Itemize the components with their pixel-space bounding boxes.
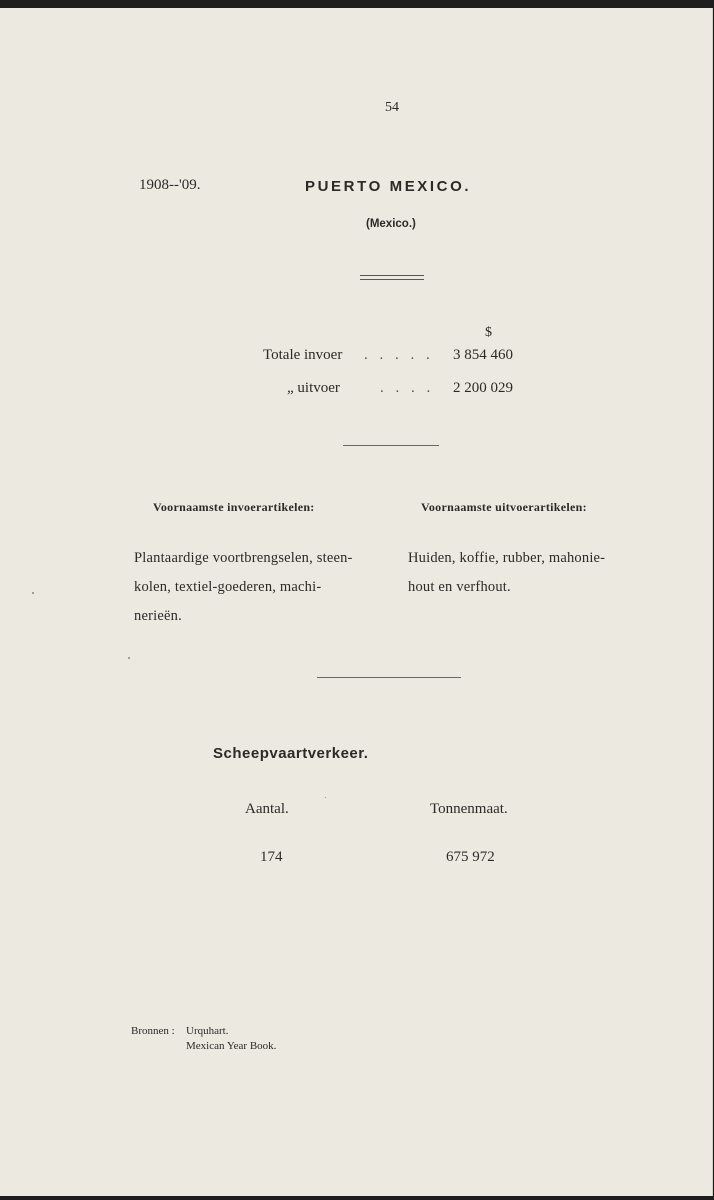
sources-label: Bronnen : [131, 1025, 175, 1037]
export-label: „ uitvoer [287, 380, 340, 396]
source-item: Mexican Year Book. [186, 1040, 277, 1052]
source-item: Urquhart. [186, 1025, 229, 1037]
shipping-tonnage-label: Tonnenmaat. [430, 801, 508, 817]
import-value: 3 854 460 [453, 347, 513, 363]
paper-speck [32, 592, 34, 594]
page-title: PUERTO MEXICO. [305, 178, 472, 195]
imports-heading: Voornaamste invoerartikelen: [153, 500, 315, 514]
shipping-count-value: 174 [260, 849, 283, 865]
shipping-tonnage-value: 675 972 [446, 849, 495, 865]
import-label: Totale invoer [263, 347, 343, 363]
shipping-title: Scheepvaartverkeer. [213, 745, 369, 762]
imports-line: nerieën. [134, 608, 182, 624]
imports-list [134, 544, 353, 631]
sources-list [186, 1024, 276, 1054]
exports-list [408, 544, 605, 602]
section-divider [317, 677, 461, 678]
exports-line: hout en verfhout. [408, 579, 511, 595]
exports-heading: Voornaamste uitvoerartikelen: [421, 500, 587, 514]
document-page [0, 8, 713, 1196]
double-rule-divider [360, 275, 424, 280]
paper-speck [325, 797, 326, 798]
export-leader-dots: . . . . [380, 380, 435, 396]
page-subtitle: (Mexico.) [366, 218, 416, 230]
import-leader-dots: . . . . . [364, 347, 434, 363]
shipping-count-label: Aantal. [245, 801, 289, 817]
paper-speck [128, 657, 130, 659]
currency-symbol: $ [485, 325, 492, 340]
section-divider [343, 445, 439, 446]
export-value: 2 200 029 [453, 380, 513, 396]
exports-line: Huiden, koffie, rubber, mahonie- [408, 550, 606, 566]
imports-line: kolen, textiel-goederen, machi- [134, 579, 322, 595]
year-label: 1908--'09. [139, 177, 201, 193]
imports-line: Plantaardige voortbrengselen, steen- [134, 550, 353, 566]
page-number: 54 [385, 100, 399, 115]
